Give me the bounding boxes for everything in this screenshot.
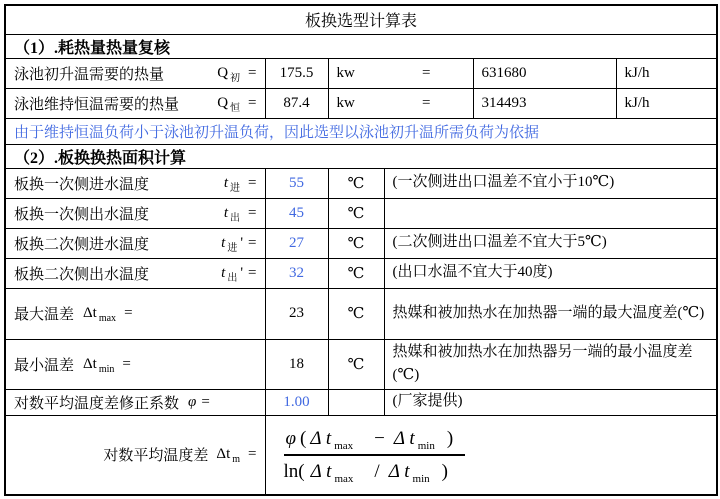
note-cell: (二次侧进出口温差不宜大于5℃) <box>384 228 717 258</box>
unit-cell: kJ/h <box>616 58 717 88</box>
unit-cell: ℃ <box>328 168 384 198</box>
row-label: 最小温差 <box>14 357 75 374</box>
row-label: 泳池初升温需要的热量 <box>14 66 165 83</box>
row-symbol: t $_出$ = <box>223 204 257 224</box>
row-label: 对数平均温度差修正系数 <box>14 395 180 412</box>
note-row <box>5 118 717 144</box>
page-title: 板换选型计算表 <box>5 5 717 34</box>
unit-cell: kJ/h <box>616 88 717 118</box>
value-cell: 87.4 <box>265 88 328 118</box>
unit-cell: ℃ <box>328 228 384 258</box>
formula-symbol: Δt $_m$ = <box>216 446 257 466</box>
note-cell: (出口水温不宜大于40度) <box>384 258 717 288</box>
note-cell: 热媒和被加热水在加热器一端的最大温度差(℃) <box>384 288 717 339</box>
unit-cell: ℃ <box>328 258 384 288</box>
row-symbol: t $_出$ ' = <box>221 264 257 284</box>
formula-label-cell <box>5 415 265 495</box>
table-row <box>5 389 717 415</box>
value-cell: 23 <box>265 288 328 339</box>
table-row <box>5 88 717 118</box>
input-value-cell[interactable]: 1.00 <box>265 389 328 415</box>
input-value-cell[interactable]: 45 <box>265 198 328 228</box>
unit-kw: kw <box>336 94 355 111</box>
note-cell: (一次侧进出口温差不宜小于10℃) <box>384 168 717 198</box>
row-label: 板换二次侧出水温度 <box>14 266 150 283</box>
formula-cell <box>265 415 717 495</box>
table-row <box>5 198 717 228</box>
section-2-header-row <box>5 144 717 168</box>
section-1-header: （1）.耗热量热量复核 <box>5 34 717 58</box>
input-value-cell[interactable]: 55 <box>265 168 328 198</box>
row-symbol: t $_进$ ' = <box>221 234 257 254</box>
note-cell: 热媒和被加热水在加热器另一端的最小温度差(℃) <box>384 339 717 389</box>
input-value-cell[interactable]: 32 <box>265 258 328 288</box>
row-label-cell <box>5 198 265 228</box>
table-row <box>5 58 717 88</box>
equals-sign: = <box>422 94 431 111</box>
formula-denominator: ln( Δ t $_{max}$ / Δ t $_{min}$ ) <box>283 461 448 486</box>
row-label-cell <box>5 228 265 258</box>
row-label-cell <box>5 88 265 118</box>
unit-eq-cell <box>328 58 473 88</box>
converted-value-cell: 314493 <box>473 88 616 118</box>
formula-label: 对数平均温度差 <box>103 448 209 465</box>
note-cell: (厂家提供) <box>384 389 717 415</box>
row-label: 板换二次侧进水温度 <box>14 236 150 253</box>
section-2-header: （2）.板换换热面积计算 <box>5 144 717 168</box>
row-label-cell <box>5 389 265 415</box>
unit-cell: ℃ <box>328 288 384 339</box>
log-mean-temp-formula <box>283 427 466 486</box>
row-symbol: Δt $_{min}$ = <box>83 355 131 375</box>
row-symbol: Δt $_{max}$ = <box>83 305 133 324</box>
table-row <box>5 168 717 198</box>
unit-kw: kw <box>336 64 355 81</box>
unit-eq-cell <box>328 88 473 118</box>
row-label: 最大温差 <box>14 307 75 323</box>
value-cell: 18 <box>265 339 328 389</box>
row-label: 泳池维持恒温需要的热量 <box>14 96 180 113</box>
section-1-header-row <box>5 34 717 58</box>
row-label-cell <box>5 168 265 198</box>
formula-row <box>5 415 717 495</box>
table-row <box>5 288 717 339</box>
equals-sign: = <box>422 64 431 81</box>
row-label-cell <box>5 258 265 288</box>
row-label: 板换一次侧进水温度 <box>14 176 150 193</box>
table-row <box>5 258 717 288</box>
row-label-cell <box>5 58 265 88</box>
input-value-cell[interactable]: 27 <box>265 228 328 258</box>
row-label-cell <box>5 339 265 389</box>
table-row <box>5 228 717 258</box>
row-label: 板换一次侧出水温度 <box>14 206 150 223</box>
unit-cell: ℃ <box>328 339 384 389</box>
row-label-cell <box>5 288 265 339</box>
row-symbol: Q $_恒$ = <box>217 94 257 114</box>
value-cell: 175.5 <box>265 58 328 88</box>
formula-numerator: φ ( Δ t $_{max}$ − Δ t $_{min}$ ) <box>284 427 466 456</box>
row-symbol: t $_进$ = <box>223 174 257 194</box>
note-cell <box>384 198 717 228</box>
unit-cell: ℃ <box>328 198 384 228</box>
row-symbol: φ = <box>188 393 210 410</box>
table-row <box>5 339 717 389</box>
calculation-table <box>4 4 718 496</box>
row-symbol: Q $_初$ = <box>217 64 257 84</box>
title-row <box>5 5 717 34</box>
selection-basis-note: 由于维持恒温负荷小于泳池初升温负荷，因此选型以泳池初升温所需负荷为依据 <box>5 118 717 144</box>
converted-value-cell: 631680 <box>473 58 616 88</box>
unit-cell <box>328 389 384 415</box>
